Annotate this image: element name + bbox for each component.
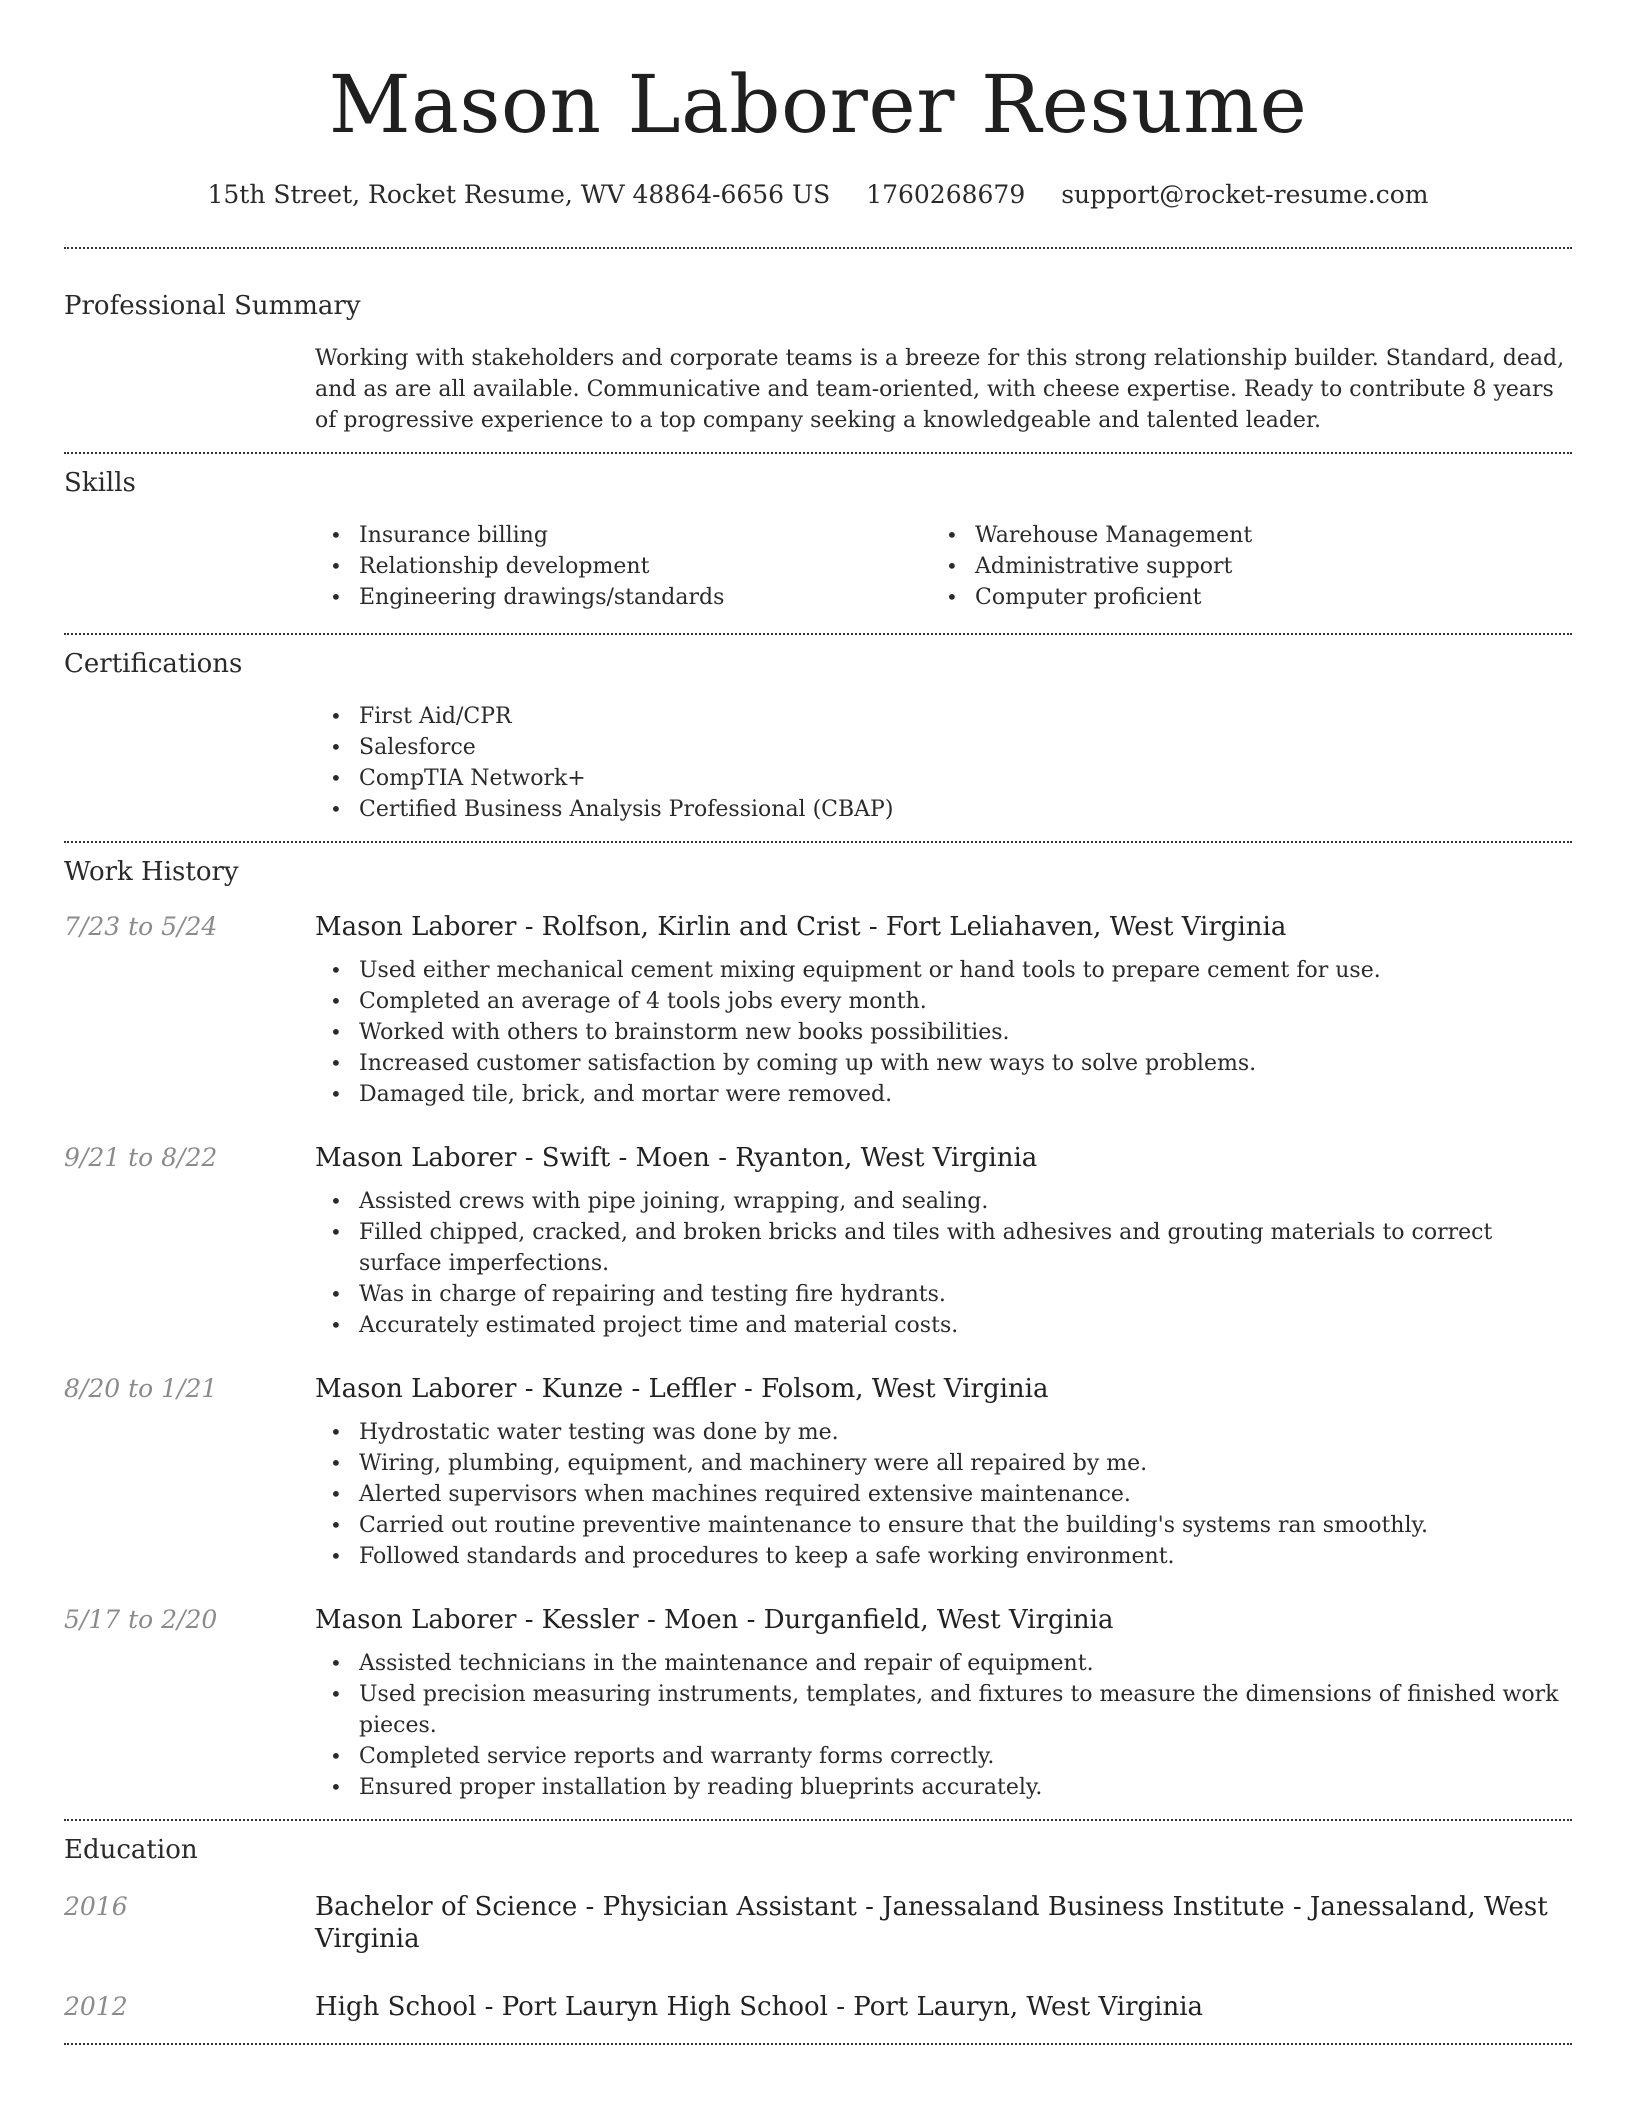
certifications-heading: Certifications bbox=[64, 649, 243, 679]
work-heading: Work History bbox=[64, 857, 239, 887]
list-item: • Used either mechanical cement mixing equipment or hand tools to prepare cement for use. bbox=[315, 955, 1572, 986]
list-item: • Was in charge of repairing and testing fire hydrants. bbox=[315, 1279, 1572, 1310]
list-item: • Damaged tile, brick, and mortar were removed. bbox=[315, 1079, 1572, 1110]
job-date: 7/23 to 5/24 bbox=[64, 912, 218, 941]
list-item: • Engineering drawings/standards bbox=[315, 582, 931, 613]
list-item: • First Aid/CPR bbox=[315, 701, 1572, 732]
summary-heading: Professional Summary bbox=[64, 291, 361, 321]
list-item: • Assisted technicians in the maintenance and repair of equipment. bbox=[315, 1648, 1572, 1679]
job-title: Mason Laborer - Kunze - Leffler - Folsom, West Virginia bbox=[315, 1374, 1049, 1404]
list-item: • Assisted crews with pipe joining, wrapping, and sealing. bbox=[315, 1186, 1572, 1217]
contact-address: 15th Street, Rocket Resume, WV 48864-6656 US bbox=[207, 180, 831, 209]
education-date: 2016 bbox=[64, 1892, 128, 1921]
list-item: • Administrative support bbox=[931, 551, 1547, 582]
list-item: • Computer proficient bbox=[931, 582, 1547, 613]
list-item: • Completed an average of 4 tools jobs every month. bbox=[315, 986, 1572, 1017]
list-item: • Warehouse Management bbox=[931, 520, 1547, 551]
job-title: Mason Laborer - Kessler - Moen - Durganfield, West Virginia bbox=[315, 1605, 1114, 1635]
contact-email: support@rocket-resume.com bbox=[1061, 180, 1429, 209]
resume-title: Mason Laborer Resume bbox=[328, 58, 1308, 151]
education-title: High School - Port Lauryn High School - Port Lauryn, West Virginia bbox=[315, 1992, 1204, 2022]
skills-columns bbox=[315, 520, 1572, 613]
list-item: • Filled chipped, cracked, and broken bricks and tiles with adhesives and grouting materials to correct surface imperfections. bbox=[315, 1217, 1572, 1279]
list-item: • Worked with others to brainstorm new books possibilities. bbox=[315, 1017, 1572, 1048]
list-item: • Increased customer satisfaction by coming up with new ways to solve problems. bbox=[315, 1048, 1572, 1079]
divider bbox=[64, 2043, 1572, 2045]
job-date: 5/17 to 2/20 bbox=[64, 1605, 218, 1634]
job-title: Mason Laborer - Swift - Moen - Ryanton, West Virginia bbox=[315, 1143, 1038, 1173]
job-date: 9/21 to 8/22 bbox=[64, 1143, 218, 1172]
list-item: • Hydrostatic water testing was done by me. bbox=[315, 1417, 1572, 1448]
list-item: • Alerted supervisors when machines required extensive maintenance. bbox=[315, 1479, 1572, 1510]
skills-right-list bbox=[931, 520, 1547, 613]
certifications-list bbox=[315, 701, 1572, 825]
summary-text: Working with stakeholders and corporate teams is a breeze for this strong relationship builder. Standard, dead, and as are all available. Communicative and team-oriented, with cheese expertise. Ready to contribute 8 years of progressive experience to a top company seeking a knowledgeable and talented leader. bbox=[315, 346, 1565, 433]
job-bullets bbox=[315, 1186, 1572, 1341]
education-entry bbox=[64, 1991, 1572, 2023]
contact-line bbox=[64, 179, 1572, 211]
list-item: • Certified Business Analysis Professional (CBAP) bbox=[315, 794, 1572, 825]
skills-left-list bbox=[315, 520, 931, 613]
contact-phone: 1760268679 bbox=[866, 180, 1026, 209]
education-heading: Education bbox=[64, 1835, 198, 1865]
job-entry bbox=[64, 911, 1572, 1110]
job-entry bbox=[64, 1604, 1572, 1803]
skills-heading: Skills bbox=[64, 468, 136, 498]
list-item: • Followed standards and procedures to keep a safe working environment. bbox=[315, 1541, 1572, 1572]
education-date: 2012 bbox=[64, 1992, 128, 2021]
certifications-content bbox=[315, 701, 1572, 825]
list-item: • Salesforce bbox=[315, 732, 1572, 763]
job-bullets bbox=[315, 955, 1572, 1110]
job-entry bbox=[64, 1373, 1572, 1572]
job-title: Mason Laborer - Rolfson, Kirlin and Crist - Fort Leliahaven, West Virginia bbox=[315, 912, 1287, 942]
list-item: • Wiring, plumbing, equipment, and machinery were all repaired by me. bbox=[315, 1448, 1572, 1479]
list-item: • CompTIA Network+ bbox=[315, 763, 1572, 794]
summary-section bbox=[64, 249, 1572, 436]
certifications-section bbox=[64, 635, 1572, 825]
skills-section bbox=[64, 454, 1572, 613]
list-item: • Accurately estimated project time and material costs. bbox=[315, 1310, 1572, 1341]
job-entry bbox=[64, 1142, 1572, 1341]
resume-page bbox=[64, 0, 1572, 2045]
list-item: • Completed service reports and warranty forms correctly. bbox=[315, 1741, 1572, 1772]
list-item: • Carried out routine preventive maintenance to ensure that the building's systems ran smoothly. bbox=[315, 1510, 1572, 1541]
list-item: • Relationship development bbox=[315, 551, 931, 582]
list-item: • Used precision measuring instruments, templates, and fixtures to measure the dimensions of finished work pieces. bbox=[315, 1679, 1572, 1741]
education-title: Bachelor of Science - Physician Assistant - Janessaland Business Institute - Janessaland, West Virginia bbox=[315, 1892, 1548, 1954]
education-section bbox=[64, 1821, 1572, 2023]
work-section bbox=[64, 843, 1572, 1803]
job-bullets bbox=[315, 1648, 1572, 1803]
list-item: • Insurance billing bbox=[315, 520, 931, 551]
education-entry bbox=[64, 1891, 1572, 1955]
job-date: 8/20 to 1/21 bbox=[64, 1374, 218, 1403]
list-item: • Ensured proper installation by reading blueprints accurately. bbox=[315, 1772, 1572, 1803]
job-bullets bbox=[315, 1417, 1572, 1572]
